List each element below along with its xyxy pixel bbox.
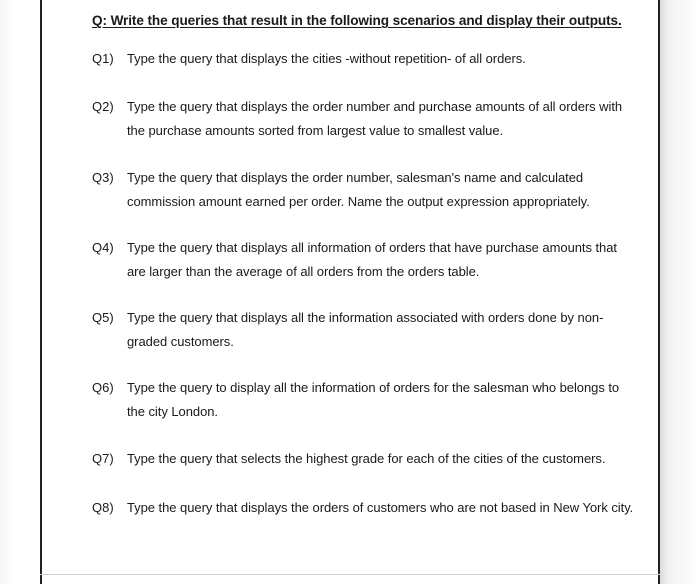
question-2 [92, 95, 637, 143]
question-number: Q1) [92, 51, 114, 66]
page-bottom-border [40, 574, 660, 575]
question-5 [92, 306, 637, 354]
question-text: Type the query that selects the highest grade for each of the cities of the customers. [127, 451, 606, 466]
question-number: Q7) [92, 451, 114, 466]
question-7 [92, 447, 637, 471]
page-edge-shadow [660, 0, 700, 584]
question-number: Q5) [92, 310, 114, 325]
page-heading: Q: Write the queries that result in the following scenarios and display their outputs. [92, 13, 622, 28]
question-number: Q4) [92, 240, 114, 255]
question-1 [92, 47, 637, 71]
page-left-border [40, 0, 42, 584]
question-number: Q3) [92, 170, 114, 185]
question-6 [92, 376, 637, 424]
question-text: Type the query that displays all information of orders that have purchase amounts that are larger than the average of all orders from the orders table. [127, 240, 617, 279]
question-text: Type the query to display all the information of orders for the salesman who belongs to the city London. [127, 380, 620, 419]
question-8 [92, 496, 637, 520]
question-text: Type the query that displays the orders of customers who are not based in New York city. [127, 500, 634, 515]
question-number: Q8) [92, 500, 114, 515]
question-text: Type the query that displays all the information associated with orders done by non-graded customers. [127, 310, 604, 349]
question-text: Type the query that displays the order number, salesman's name and calculated commission amount earned per order. Name the output expression appropriately. [127, 170, 590, 209]
question-text: Type the query that displays the order number and purchase amounts of all orders with the purchase amounts sorted from largest value to smallest value. [127, 99, 623, 138]
question-number: Q6) [92, 380, 114, 395]
question-4 [92, 236, 637, 284]
question-text: Type the query that displays the cities -without repetition- of all orders. [127, 51, 526, 66]
question-number: Q2) [92, 99, 114, 114]
question-3 [92, 166, 637, 214]
page-right-border [658, 0, 660, 584]
